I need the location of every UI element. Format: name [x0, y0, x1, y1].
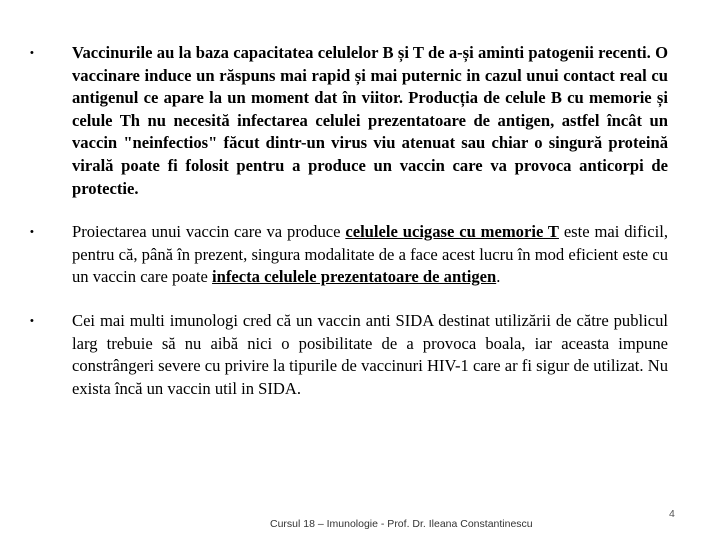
bullet-item-t-cell-vaccine [28, 221, 668, 289]
emphasis-infect-apc: infecta celulele prezentatoare de antigen [212, 267, 497, 287]
bullet-item-vaccine-memory [28, 42, 668, 200]
bullet-marker: • [30, 314, 34, 327]
bullet-text-part: . [496, 267, 501, 287]
bullet-text-part: Proiectarea unui vaccin care va produce [72, 222, 346, 242]
bullet-item-hiv-vaccine [28, 310, 668, 400]
slide-body [28, 42, 668, 421]
bullet-marker: • [30, 226, 34, 239]
footer-course-info: Cursul 18 – Imunologie - Prof. Dr. Ileana Constantinescu [270, 518, 533, 530]
page-number: 4 [669, 508, 675, 520]
bullet-text-vaccine-memory: Vaccinurile au la baza capacitatea celulelor B și T de a-și aminti patogenii recenti. O vaccinare induce un răspuns mai rapid și mai puternic in cazul unui contact real cu antigenul ce apare la un moment dat în viitor. Producția de celule B cu memorie și celule Th nu necesită infectarea celulei prezentatoare de antigen, astfel încât un vaccin "neinfectios" făcut dintr-un virus viu atenuat sau chiar o singură proteină virală poate fi folosit pentru a produce un vaccin care va provoca anticorpi de protectie. [72, 43, 668, 198]
bullet-text-t-cell-vaccine [72, 221, 668, 289]
emphasis-memory-t-cells: celulele ucigase cu memorie T [345, 222, 559, 242]
bullet-text-part: este mai dificil, pentru că, până în prezent, singura modalitate de a face acest lucru în mod eficient este cu un vaccin care poate [72, 222, 669, 287]
bullet-marker: • [30, 47, 34, 59]
bullet-text-hiv-vaccine: Cei mai multi imunologi cred că un vaccin anti SIDA destinat utilizării de către publicul larg trebuie să nu aibă nici o posibilitate de a provoca boala, iar aceasta impune constrângeri severe cu privire la tipurile de vaccinuri HIV-1 care ar fi sigur de utilizat. Nu exista încă un vaccin util in SIDA. [72, 310, 668, 398]
